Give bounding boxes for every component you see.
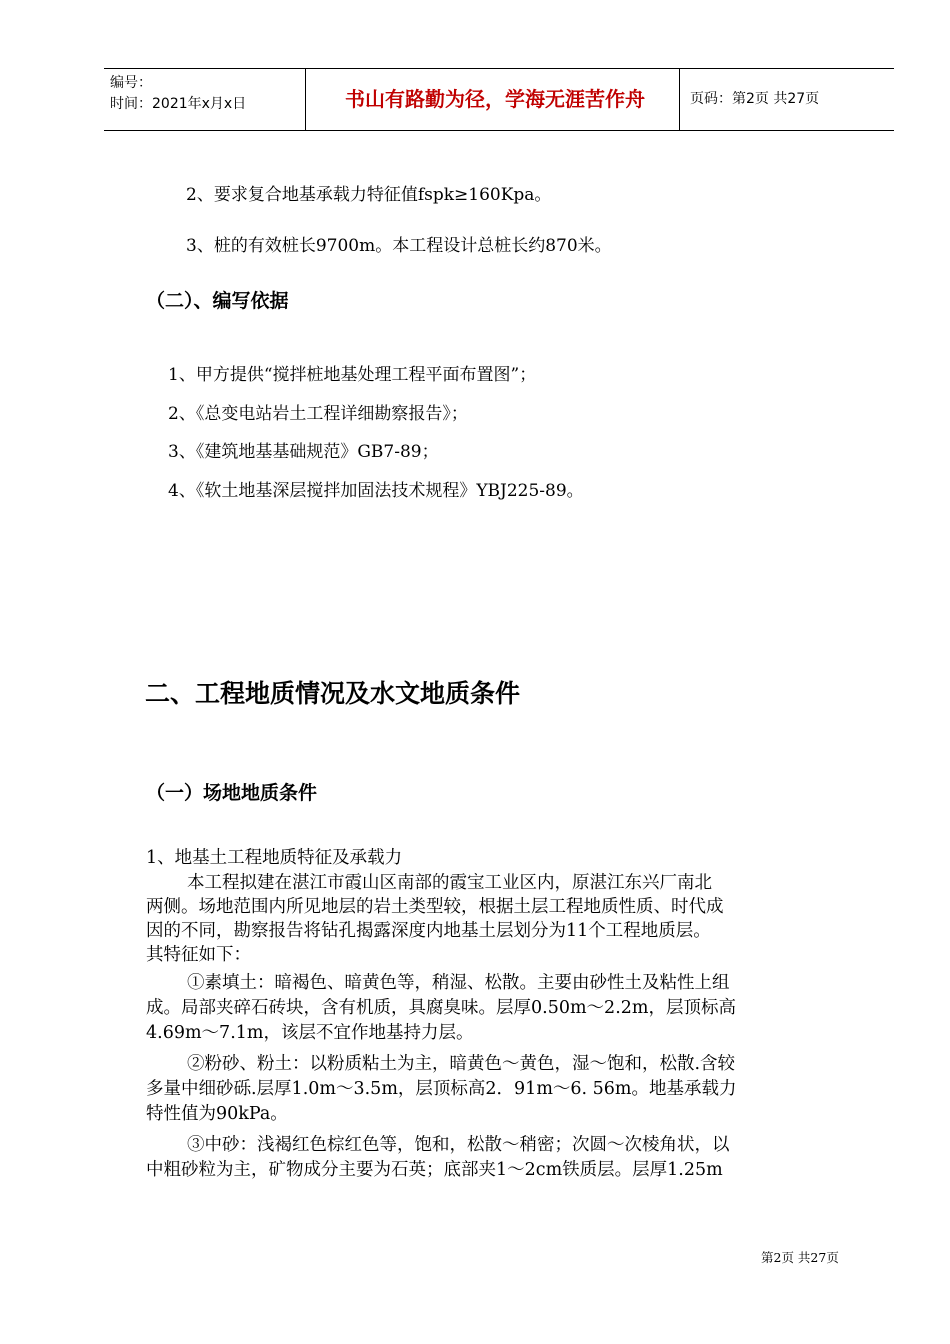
header-motto: 书山有路勤为径，学海无涯苦作舟 [345, 87, 645, 111]
body-line: 4.69m～7.1m，该层不宜作地基持力层。 [146, 1023, 474, 1043]
time-label: 时间：2021年x月x日 [110, 96, 247, 112]
body-line: 特性值为90kPa。 [146, 1104, 288, 1124]
body-line: 本工程拟建在湛江市霞山区南部的霞宝工业区内，原湛江东兴厂南北 [187, 873, 712, 893]
body-line: 成。局部夹碎石砖块，含有机质，具腐臭味。层厚0.50m～2.2m，层顶标高 [146, 998, 736, 1018]
basis-heading: （二）、编写依据 [146, 290, 289, 312]
body-line: 其特征如下： [146, 945, 251, 965]
basis-item: 4、《软土地基深层搅拌加固法技术规程》YBJ225-89。 [168, 481, 584, 501]
header-divider [305, 69, 306, 130]
body-line: ②粉砂、粉土：以粉质粘土为主，暗黄色～黄色，湿～饱和，松散.含较 [187, 1054, 736, 1074]
subsection-heading: （一）场地地质条件 [146, 782, 318, 804]
basis-item: 2、《总变电站岩土工程详细勘察报告》； [168, 404, 468, 424]
body-line: ③中砂：浅褐红色棕红色等，饱和，松散～稍密；次圆～次棱角状，以 [187, 1135, 730, 1155]
body-line: 因的不同，勘察报告将钻孔揭露深度内地基土层划分为11个工程地质层。 [146, 921, 711, 941]
header-meta [110, 73, 246, 115]
body-line: ①素填土：暗褐色、暗黄色等，稍湿、松散。主要由砂性土及粘性上组 [187, 973, 730, 993]
requirement-item-2: 2、要求复合地基承载力特征值fspk≥160Kpa。 [186, 185, 552, 205]
body-line: 两侧。场地范围内所见地层的岩土类型较，根据土层工程地质性质、时代成 [146, 897, 724, 917]
number-label: 编号： [110, 75, 152, 91]
header-page-number: 页码：第2页 共27页 [690, 91, 820, 107]
body-line: 中粗砂粒为主，矿物成分主要为石英；底部夹1～2cm铁质层。层厚1.25m [146, 1160, 723, 1180]
section-title: 二、工程地质情况及水文地质条件 [145, 679, 521, 708]
basis-item: 3、《建筑地基基础规范》GB7-89； [168, 442, 439, 462]
page-footer: 第2页 共27页 [761, 1250, 839, 1265]
item-title: 1、地基土工程地质特征及承载力 [146, 848, 403, 868]
requirement-item-3: 3、桩的有效桩长9700m。本工程设计总桩长约870米。 [186, 236, 612, 256]
basis-item: 1、甲方提供“搅拌桩地基处理工程平面布置图”； [168, 365, 537, 385]
body-line: 多量中细砂砾.层厚1.0m～3.5m，层顶标高2．91m～6. 56m。地基承载力 [146, 1079, 737, 1099]
page-header [104, 68, 894, 131]
